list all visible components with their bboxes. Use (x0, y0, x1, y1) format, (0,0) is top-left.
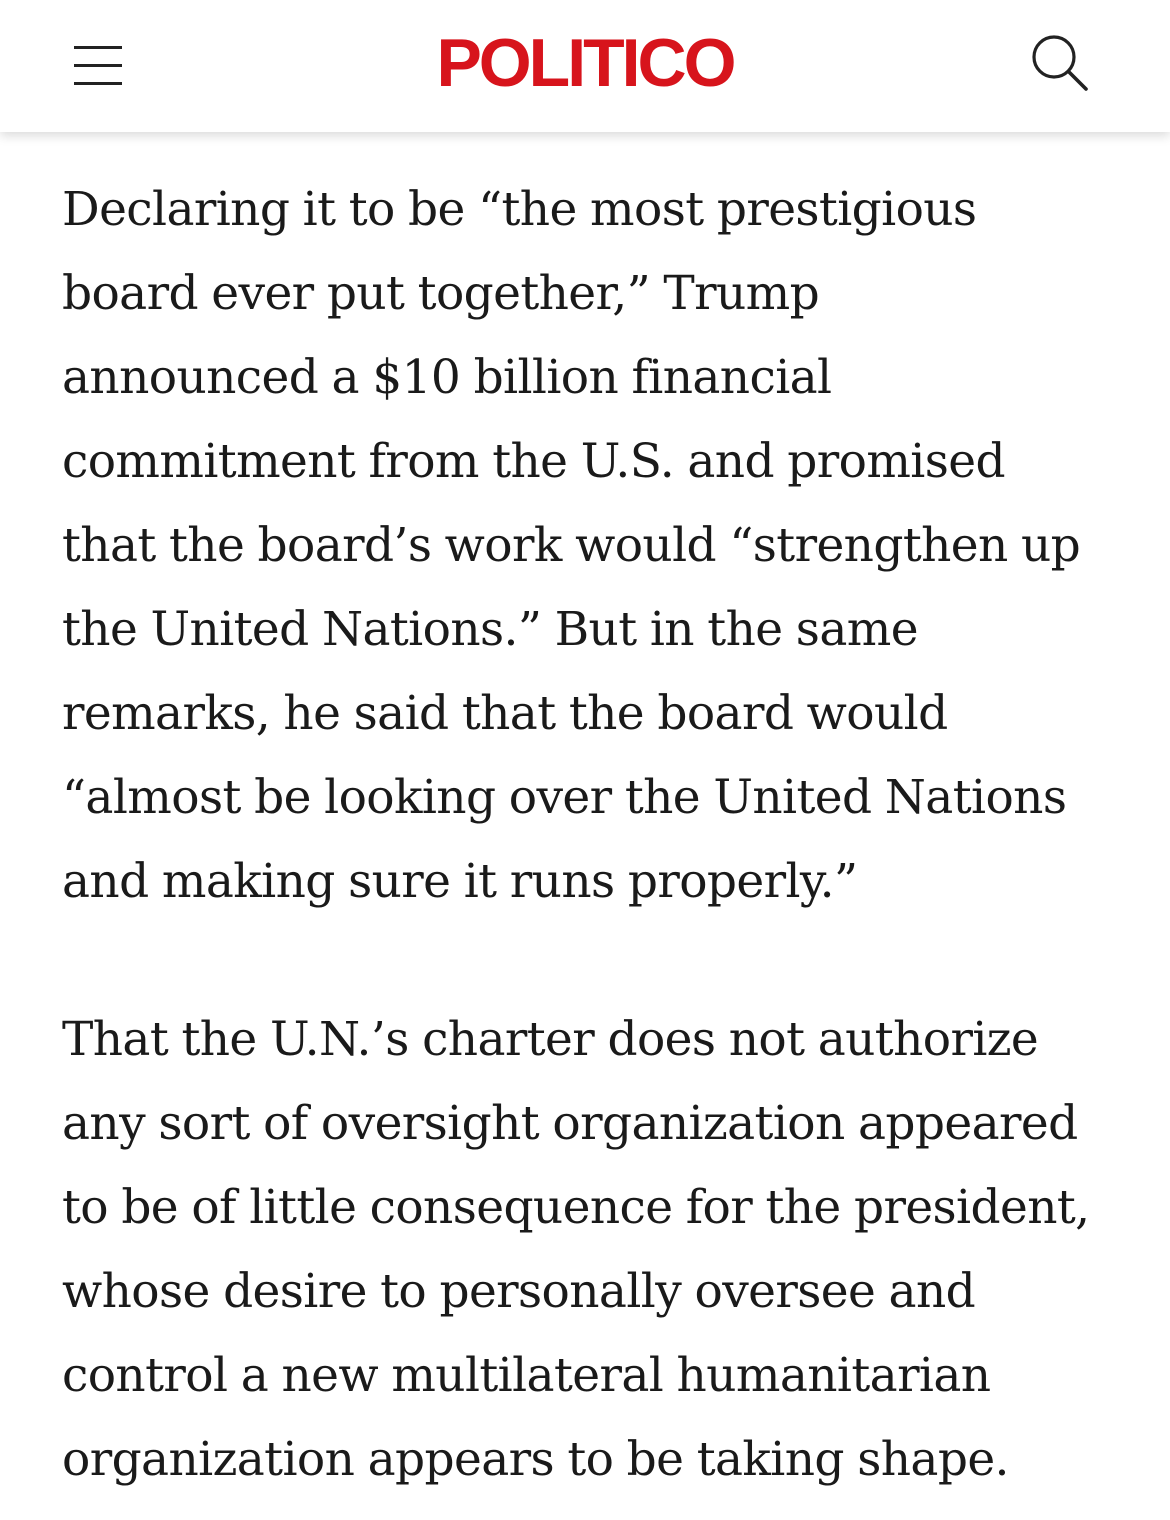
article-paragraph (62, 998, 1112, 1502)
menu-line (74, 46, 122, 49)
text-line: the United Nations.” But in the same (62, 602, 918, 657)
text-line: remarks, he said that the board would (62, 686, 948, 741)
text-line: that the board’s work would “strengthen up (62, 518, 1081, 573)
text-line: control a new multilateral humanitarian (62, 1348, 991, 1403)
text-line: Declaring it to be “the most prestigious (62, 182, 977, 237)
menu-line (74, 82, 122, 85)
text-line: announced a $10 billion financial (62, 350, 832, 405)
menu-line (74, 64, 122, 67)
hamburger-menu-button[interactable] (62, 34, 134, 96)
text-line: whose desire to personally oversee and (62, 1264, 976, 1319)
text-line: organization appears to be taking shape. (62, 1432, 1009, 1487)
article-body (62, 168, 1112, 1502)
text-line: “almost be looking over the United Nations (62, 770, 1067, 825)
text-line: and making sure it runs properly.” (62, 854, 858, 909)
top-nav-bar (0, 0, 1170, 132)
article-paragraph (62, 168, 1112, 924)
politico-logo[interactable]: POLITICO (436, 25, 734, 101)
search-icon (1024, 26, 1096, 98)
text-line: to be of little consequence for the president, (62, 1180, 1090, 1235)
search-button[interactable] (1024, 26, 1096, 98)
text-line: any sort of oversight organization appeared (62, 1096, 1078, 1151)
text-line: That the U.N.’s charter does not authorize (62, 1012, 1039, 1067)
text-line: board ever put together,” Trump (62, 266, 820, 321)
text-line: commitment from the U.S. and promised (62, 434, 1005, 489)
